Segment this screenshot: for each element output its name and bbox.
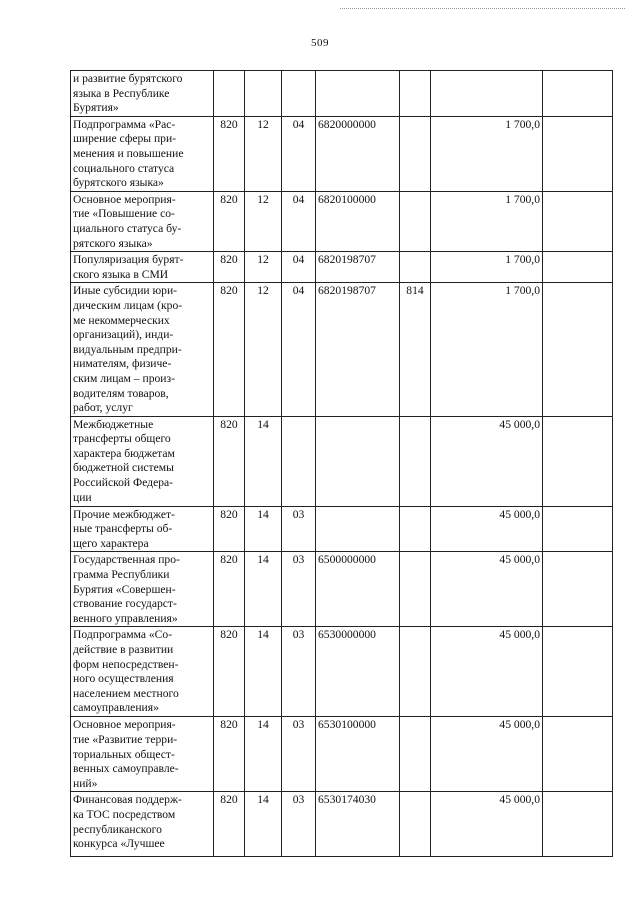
row-expense-type-cell: [400, 717, 431, 792]
row-section-cell: 14: [245, 416, 282, 506]
row-target-article-cell: 6820100000: [316, 191, 400, 251]
row-subsection-cell: [282, 416, 316, 506]
row-grbs-cell: [214, 71, 245, 117]
table-row: [71, 506, 613, 552]
row-subsection-cell: [282, 71, 316, 117]
row-section-cell: 14: [245, 627, 282, 717]
row-expense-type-cell: [400, 552, 431, 627]
row-extra-cell: [543, 627, 613, 717]
row-amount-cell: 45 000,0: [431, 416, 543, 506]
row-section-cell: 12: [245, 252, 282, 283]
row-grbs-cell: 820: [214, 717, 245, 792]
row-subsection-cell: 03: [282, 792, 316, 857]
table-row: [71, 627, 613, 717]
row-name-cell: Подпрограмма «Со- действие в развитии форм непосредствен- ного осуществления населением местного самоуправления»: [71, 627, 214, 717]
table-row: [71, 552, 613, 627]
row-name-cell: Иные субсидии юри- дическим лицам (кро- ме некоммерческих организаций), инди- видуальным предпри- нимателям, физиче- ским лицам – произ- водителям товаров, работ, услуг: [71, 283, 214, 416]
table-row: [71, 116, 613, 191]
row-name-cell: Финансовая поддерж- ка ТОС посредством республиканского конкурса «Лучшее: [71, 792, 214, 857]
row-target-article-cell: [316, 71, 400, 117]
row-target-article-cell: 6820198707: [316, 252, 400, 283]
row-extra-cell: [543, 416, 613, 506]
row-subsection-cell: 03: [282, 627, 316, 717]
row-name-cell: Подпрограмма «Рас- ширение сферы при- менения и повышение социального статуса бурятского языка»: [71, 116, 214, 191]
row-section-cell: 12: [245, 283, 282, 416]
row-amount-cell: 45 000,0: [431, 792, 543, 857]
row-amount-cell: 45 000,0: [431, 552, 543, 627]
table-row: [71, 283, 613, 416]
row-expense-type-cell: [400, 71, 431, 117]
table-row: [71, 416, 613, 506]
row-name-cell: Популяризация бурят- ского языка в СМИ: [71, 252, 214, 283]
row-target-article-cell: 6500000000: [316, 552, 400, 627]
row-extra-cell: [543, 792, 613, 857]
row-target-article-cell: 6530100000: [316, 717, 400, 792]
row-target-article-cell: [316, 506, 400, 552]
budget-table-body: [71, 71, 613, 857]
row-amount-cell: 45 000,0: [431, 717, 543, 792]
row-section-cell: 14: [245, 552, 282, 627]
row-expense-type-cell: [400, 627, 431, 717]
row-subsection-cell: 04: [282, 191, 316, 251]
row-section-cell: 12: [245, 191, 282, 251]
row-expense-type-cell: [400, 191, 431, 251]
table-row: [71, 252, 613, 283]
row-subsection-cell: 03: [282, 506, 316, 552]
row-extra-cell: [543, 506, 613, 552]
row-name-cell: Прочие межбюджет- ные трансферты об- щего характера: [71, 506, 214, 552]
row-grbs-cell: 820: [214, 506, 245, 552]
row-expense-type-cell: [400, 792, 431, 857]
row-grbs-cell: 820: [214, 252, 245, 283]
row-expense-type-cell: [400, 416, 431, 506]
row-section-cell: [245, 71, 282, 117]
row-target-article-cell: 6820000000: [316, 116, 400, 191]
row-grbs-cell: 820: [214, 191, 245, 251]
row-extra-cell: [543, 252, 613, 283]
row-target-article-cell: 6820198707: [316, 283, 400, 416]
row-grbs-cell: 820: [214, 552, 245, 627]
row-amount-cell: 1 700,0: [431, 191, 543, 251]
row-expense-type-cell: [400, 252, 431, 283]
row-subsection-cell: 04: [282, 283, 316, 416]
table-row: [71, 71, 613, 117]
table-row: [71, 717, 613, 792]
row-extra-cell: [543, 283, 613, 416]
row-target-article-cell: 6530174030: [316, 792, 400, 857]
row-extra-cell: [543, 191, 613, 251]
row-grbs-cell: 820: [214, 416, 245, 506]
row-name-cell: и развитие бурятского языка в Республике Бурятия»: [71, 71, 214, 117]
budget-table: [70, 70, 613, 857]
row-extra-cell: [543, 71, 613, 117]
row-subsection-cell: 03: [282, 717, 316, 792]
row-expense-type-cell: 814: [400, 283, 431, 416]
row-target-article-cell: [316, 416, 400, 506]
row-section-cell: 14: [245, 506, 282, 552]
row-expense-type-cell: [400, 116, 431, 191]
row-target-article-cell: 6530000000: [316, 627, 400, 717]
row-name-cell: Основное мероприя- тие «Развитие терри- ториальных общест- венных самоуправле- ний»: [71, 717, 214, 792]
row-section-cell: 14: [245, 792, 282, 857]
page-number: 509: [311, 37, 329, 49]
row-grbs-cell: 820: [214, 792, 245, 857]
row-expense-type-cell: [400, 506, 431, 552]
row-amount-cell: 1 700,0: [431, 116, 543, 191]
row-name-cell: Государственная про- грамма Республики Бурятия «Совершен- ствование государст- венного управления»: [71, 552, 214, 627]
row-subsection-cell: 04: [282, 252, 316, 283]
row-extra-cell: [543, 552, 613, 627]
row-extra-cell: [543, 717, 613, 792]
row-amount-cell: 1 700,0: [431, 252, 543, 283]
row-name-cell: Межбюджетные трансферты общего характера бюджетам бюджетной системы Российской Федера- ции: [71, 416, 214, 506]
row-grbs-cell: 820: [214, 627, 245, 717]
row-subsection-cell: 03: [282, 552, 316, 627]
row-amount-cell: 45 000,0: [431, 506, 543, 552]
row-extra-cell: [543, 116, 613, 191]
row-name-cell: Основное мероприя- тие «Повышение со- циального статуса бу- рятского языка»: [71, 191, 214, 251]
table-row: [71, 792, 613, 857]
top-edge-rule: [340, 8, 625, 9]
row-grbs-cell: 820: [214, 283, 245, 416]
row-section-cell: 12: [245, 116, 282, 191]
row-grbs-cell: 820: [214, 116, 245, 191]
row-subsection-cell: 04: [282, 116, 316, 191]
row-amount-cell: 45 000,0: [431, 627, 543, 717]
row-amount-cell: 1 700,0: [431, 283, 543, 416]
row-section-cell: 14: [245, 717, 282, 792]
row-amount-cell: [431, 71, 543, 117]
table-row: [71, 191, 613, 251]
